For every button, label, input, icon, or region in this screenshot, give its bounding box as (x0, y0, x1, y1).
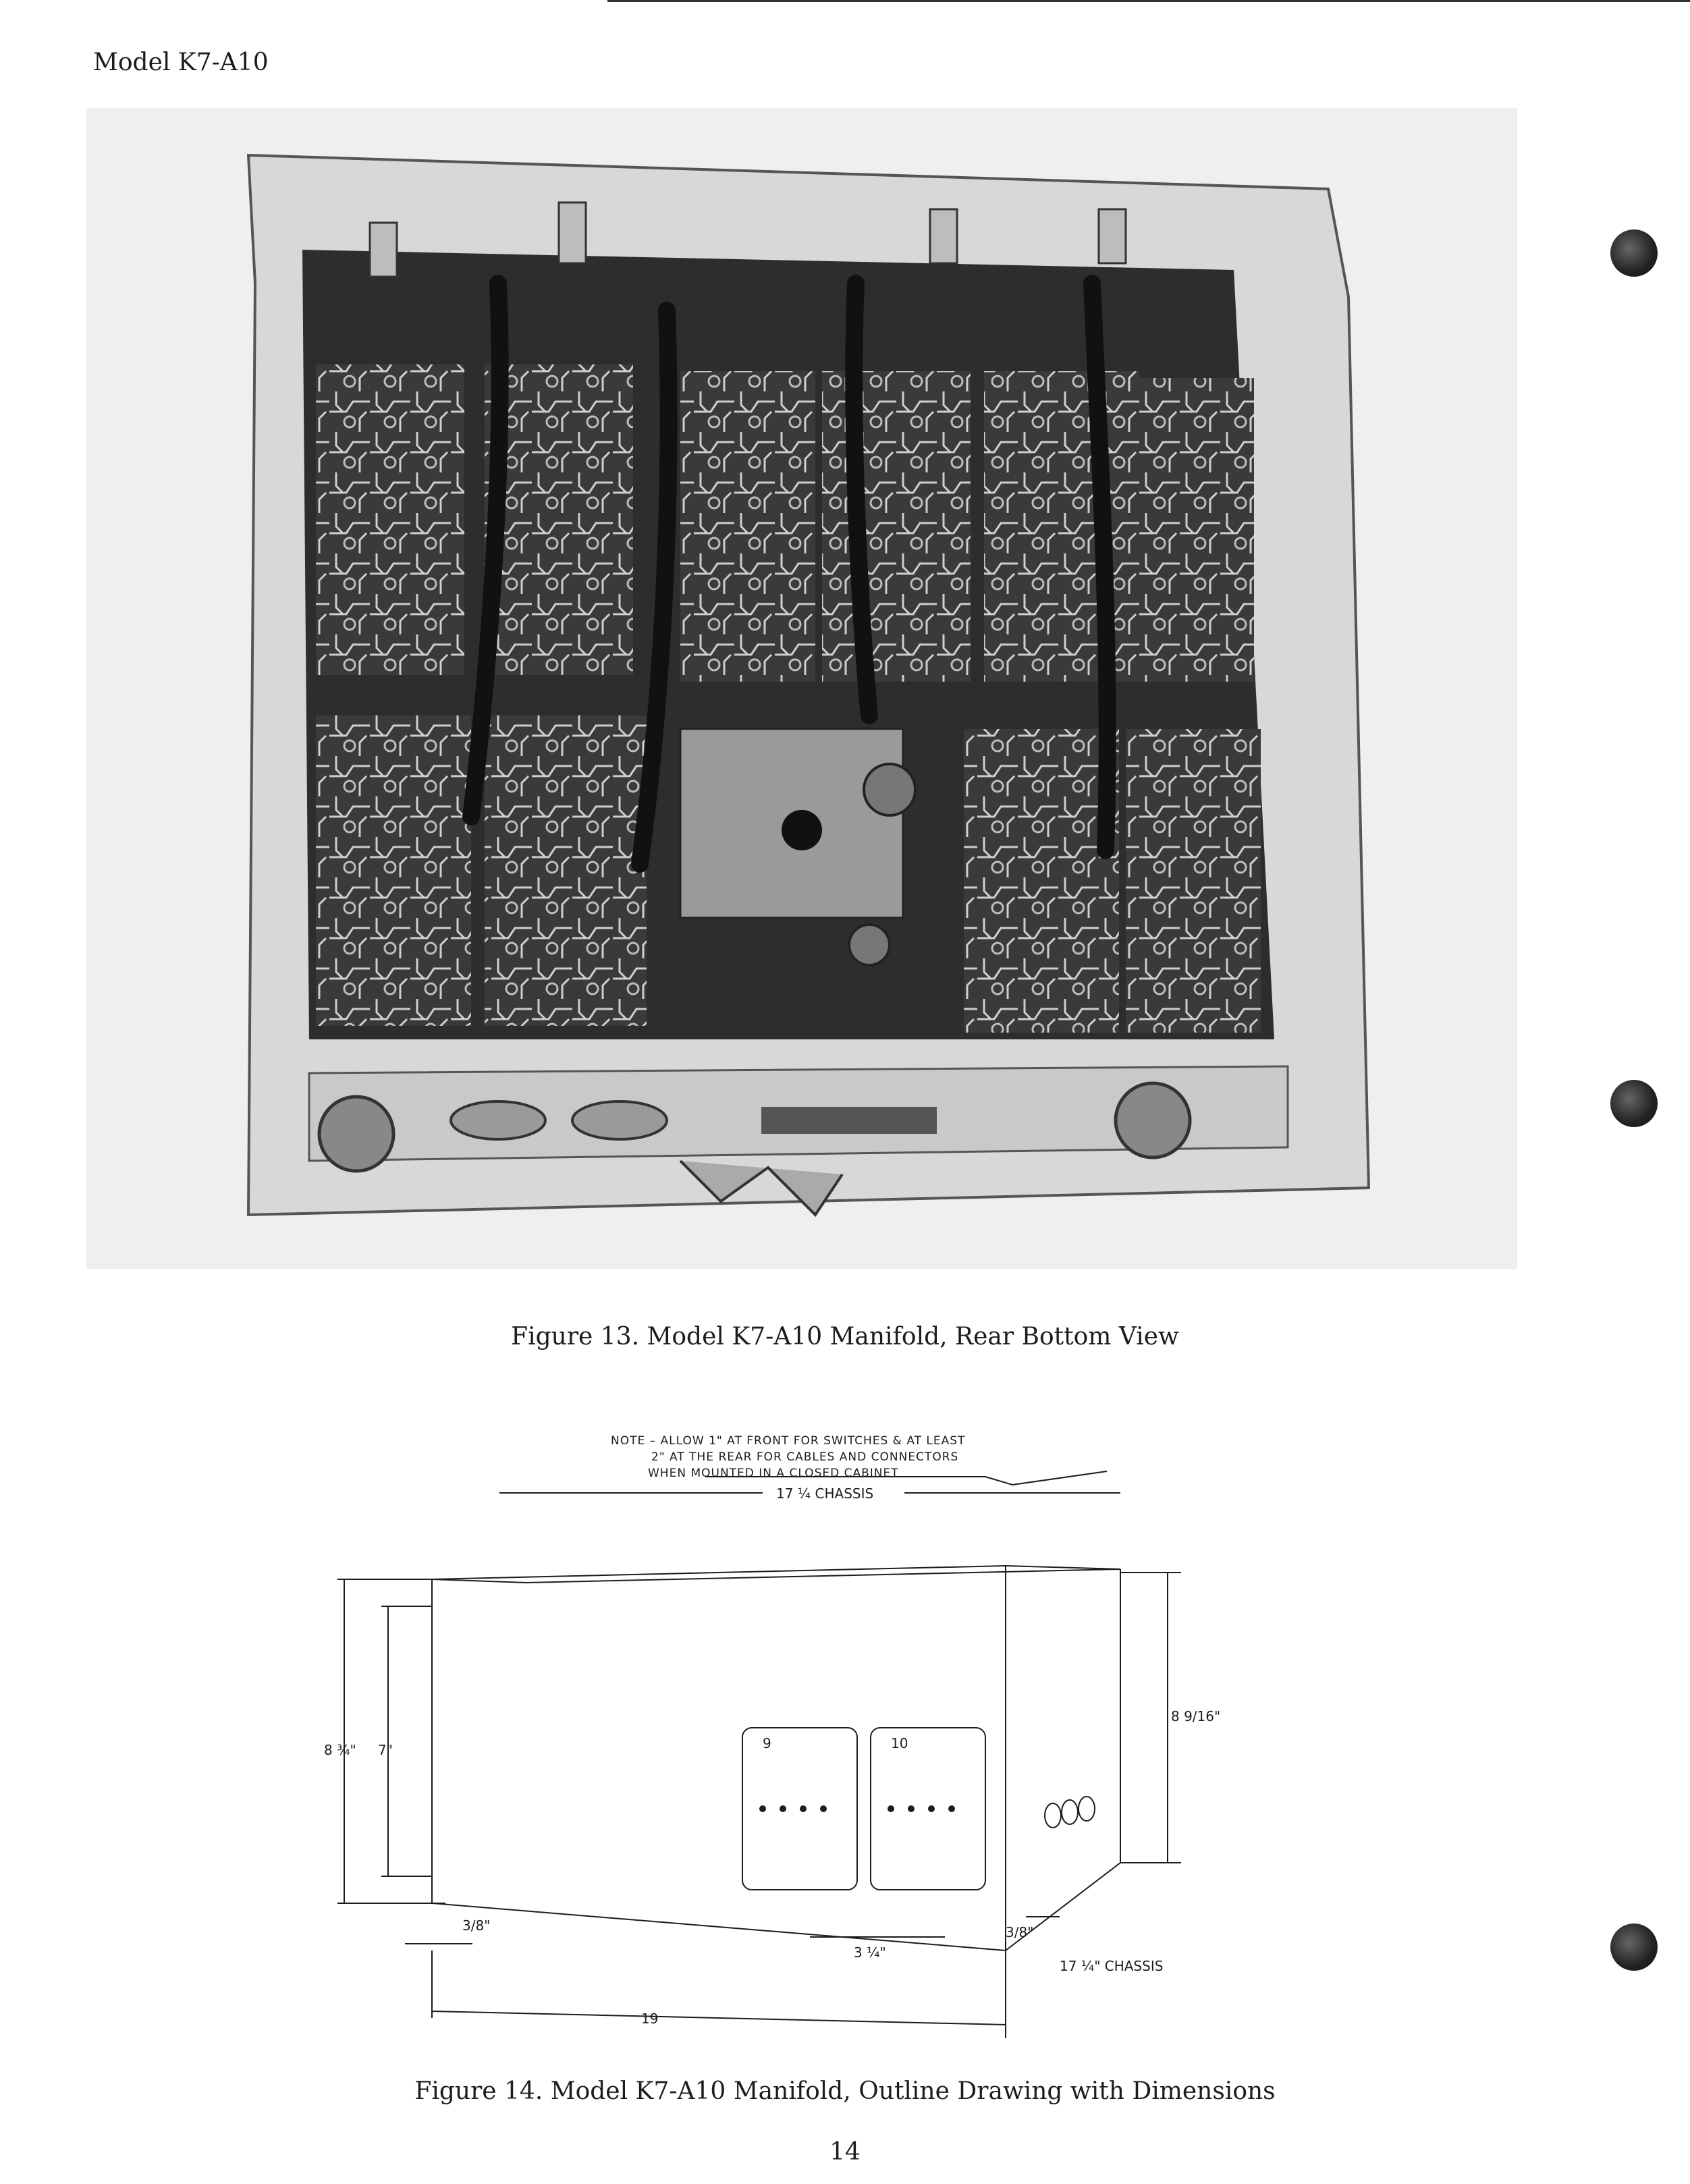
page-number: 14 (829, 2138, 861, 2166)
dim-width: 19 (641, 2011, 659, 2027)
dim-chassis-top: 17 ¼ CHASSIS (776, 1485, 874, 1502)
dim-height-outer: 8 ¾" (324, 1742, 356, 1758)
dim-spacing: 3 ¼" (854, 1944, 886, 1961)
note-line-1: NOTE – ALLOW 1" AT FRONT FOR SWITCHES & AT LEAST (611, 1434, 966, 1448)
dim-right-height: 8 9/16" (1171, 1708, 1221, 1724)
note-line-3: WHEN MOUNTED IN A CLOSED CABINET (648, 1467, 899, 1480)
manifold-photo (86, 108, 1517, 1269)
binder-hole-top (1610, 229, 1658, 277)
page-header: Model K7-A10 (93, 49, 269, 76)
dim-right-ear: 3/8" (1006, 1924, 1034, 1940)
dim-ear: 3/8" (462, 1917, 491, 1934)
outline-drawing (310, 1431, 1282, 2038)
note-line-2: 2" AT THE REAR FOR CABLES AND CONNECTORS (651, 1450, 959, 1464)
connector-label-right: 10 (891, 1735, 908, 1751)
connector-label-left: 9 (763, 1735, 771, 1751)
binder-hole-bottom (1610, 1923, 1658, 1971)
binder-hole-middle (1610, 1080, 1658, 1127)
top-rule (607, 0, 1690, 2)
figure-13-caption: Figure 13. Model K7-A10 Manifold, Rear Bottom View (511, 1323, 1179, 1350)
dim-depth: 17 ¼" CHASSIS (1060, 1958, 1164, 1974)
connector-right (1116, 1083, 1190, 1157)
connector-left (319, 1097, 393, 1171)
figure-14-caption: Figure 14. Model K7-A10 Manifold, Outline Drawing with Dimensions (414, 2077, 1276, 2105)
dim-height-inner: 7" (378, 1742, 393, 1758)
